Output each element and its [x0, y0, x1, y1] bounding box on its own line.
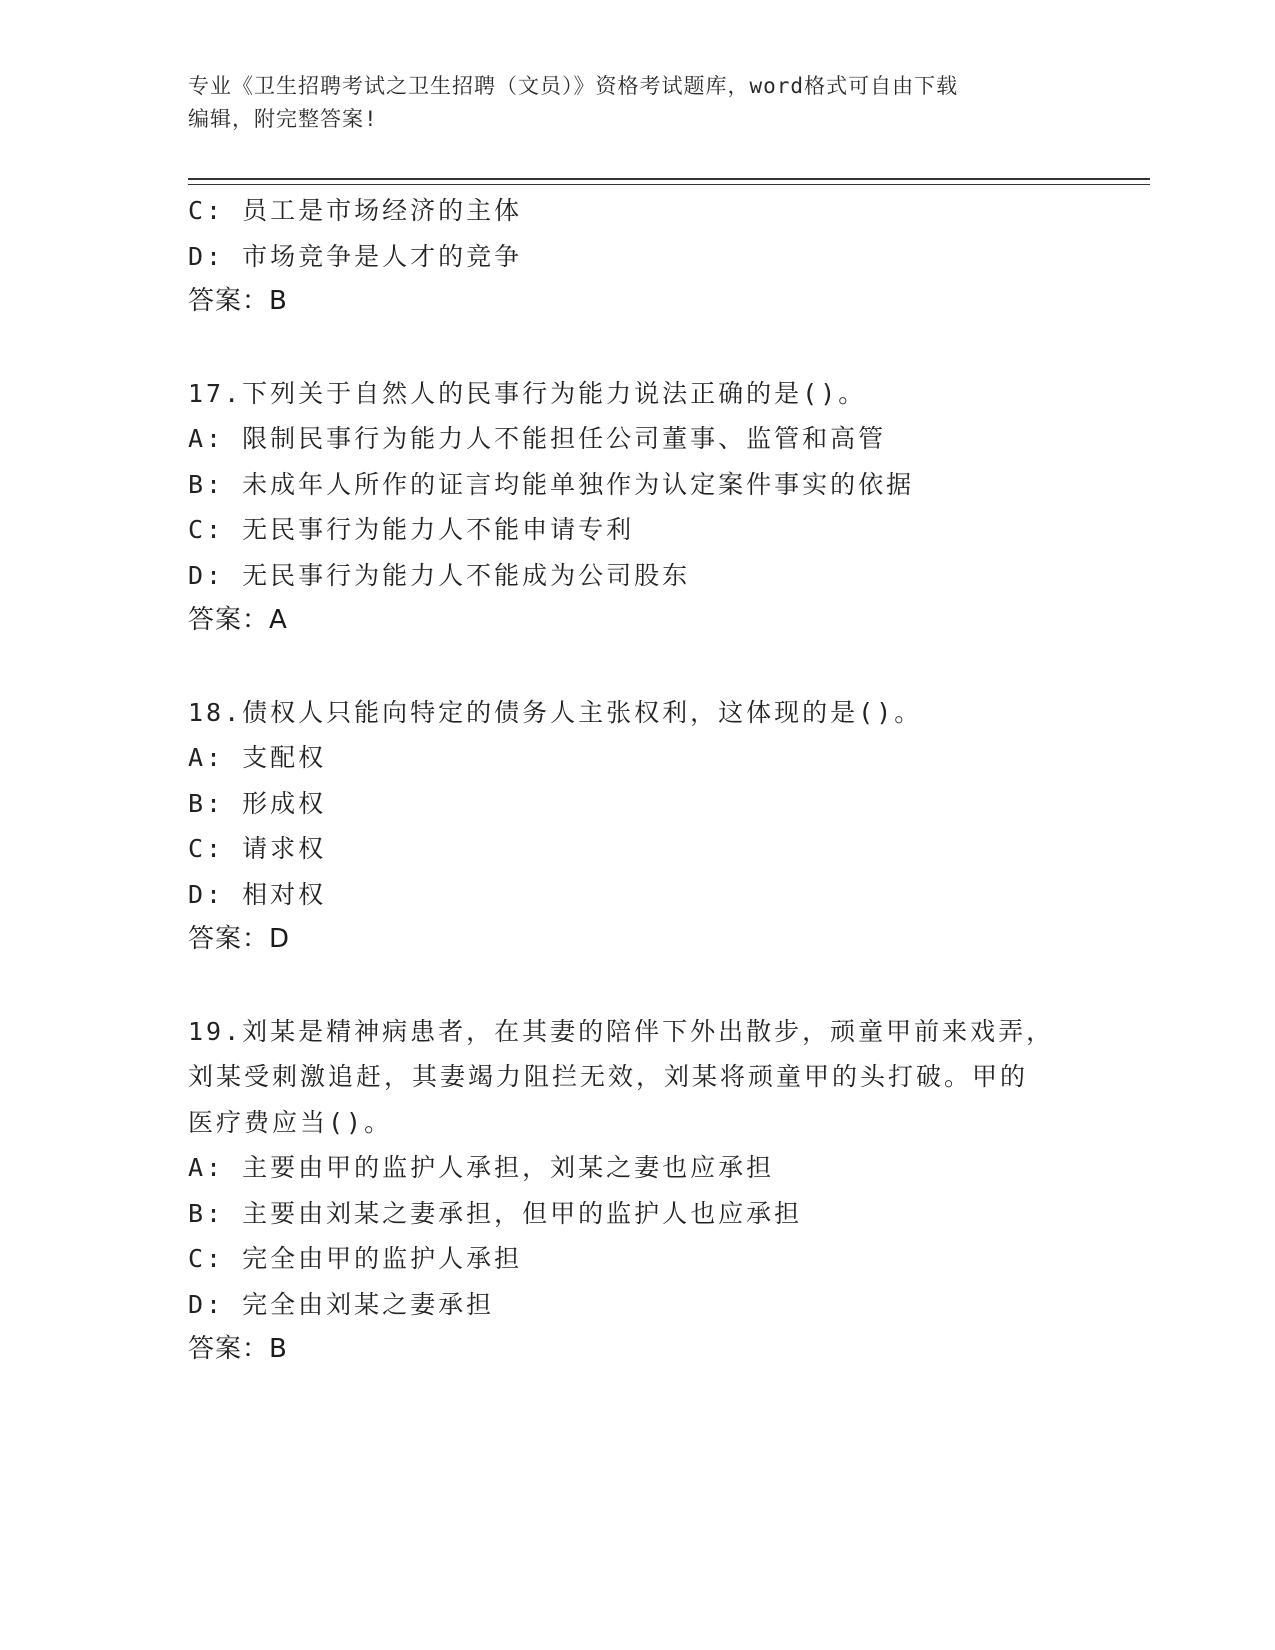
question-stem-line-3: 医疗费应当()。 [188, 1107, 393, 1137]
option-d: D: 市场竞争是人才的竞争 [188, 241, 523, 271]
answer: 答案：B [188, 1334, 288, 1364]
option-c: C: 完全由甲的监护人承担 [188, 1244, 523, 1273]
option-b: B: 主要由刘某之妻承担，但甲的监护人也应承担 [188, 1198, 803, 1228]
header-line-1: 专业《卫生招聘考试之卫生招聘（文员）》资格考试题库，word格式可自由下载 [188, 74, 959, 98]
option-b: B: 未成年人所作的证言均能单独作为认定案件事实的依据 [188, 469, 915, 499]
question-18 [188, 690, 1088, 963]
option-a: A: 支配权 [188, 743, 327, 772]
question-19 [188, 1009, 1088, 1373]
question-stem: 18.债权人只能向特定的债务人主张权利，这体现的是()。 [188, 697, 923, 727]
header-line-2: 编辑，附完整答案! [188, 107, 378, 131]
question-17 [188, 371, 1088, 644]
question-stem-line-2: 刘某受刺激追赶，其妻竭力阻拦无效，刘某将顽童甲的头打破。甲的 [188, 1062, 1029, 1091]
answer: 答案：A [188, 605, 288, 635]
option-c: C: 员工是市场经济的主体 [188, 196, 523, 225]
answer: 答案：D [188, 924, 291, 954]
option-a: A: 主要由甲的监护人承担，刘某之妻也应承担 [188, 1153, 775, 1182]
answer: 答案：B [188, 286, 288, 316]
question-stem: 17.下列关于自然人的民事行为能力说法正确的是()。 [188, 378, 867, 408]
option-b: B: 形成权 [188, 788, 327, 818]
option-a: A: 限制民事行为能力人不能担任公司董事、监管和高管 [188, 424, 887, 453]
question-spacer [188, 963, 1088, 1009]
question-spacer [188, 644, 1088, 690]
question-spacer [188, 325, 1088, 371]
question-stem-line-1: 19.刘某是精神病患者，在其妻的陪伴下外出散步，顽童甲前来戏弄， [188, 1016, 1055, 1046]
option-c: C: 请求权 [188, 834, 327, 863]
header-divider-thin [188, 184, 1150, 185]
option-d: D: 相对权 [188, 879, 327, 909]
option-c: C: 无民事行为能力人不能申请专利 [188, 515, 635, 544]
question-partial [188, 188, 1088, 325]
option-d: D: 无民事行为能力人不能成为公司股东 [188, 560, 691, 590]
question-list [188, 188, 1088, 1373]
option-d: D: 完全由刘某之妻承担 [188, 1289, 495, 1319]
document-header [188, 70, 1088, 136]
header-divider-thick [188, 178, 1150, 180]
